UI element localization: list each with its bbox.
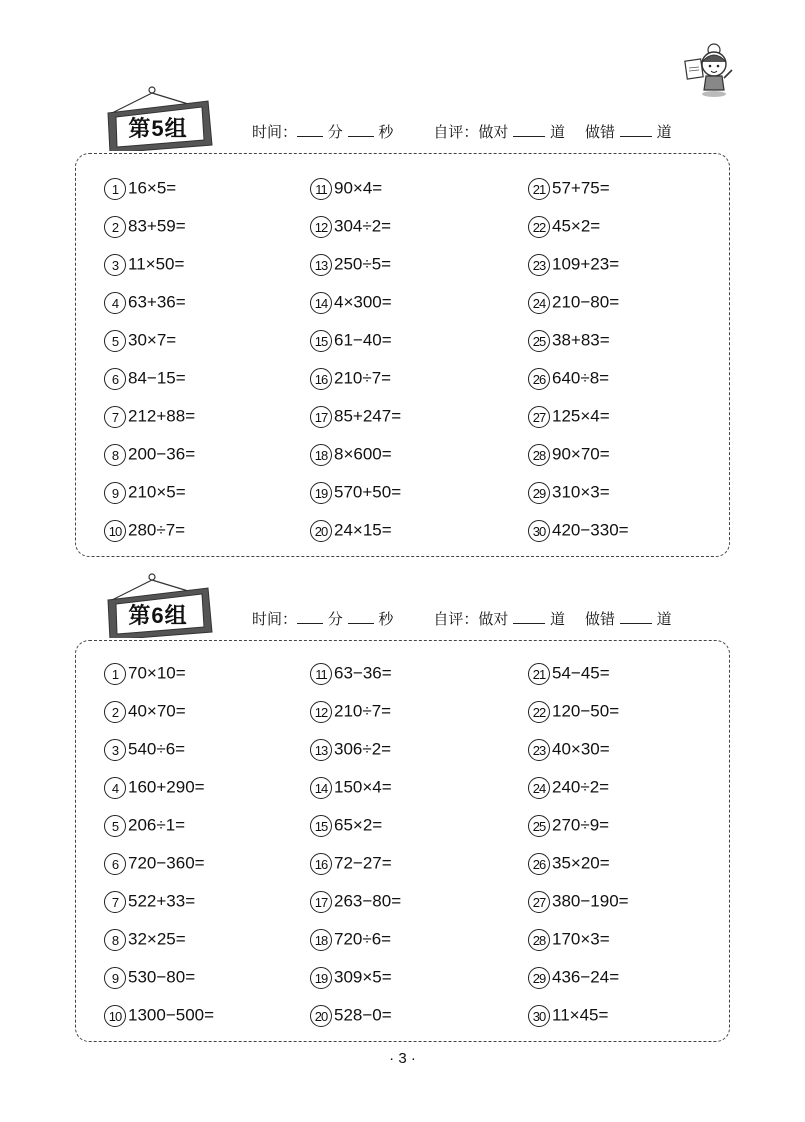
expression: 83+59= bbox=[128, 216, 186, 236]
circled-number: 13 bbox=[310, 254, 332, 276]
group-title-sign bbox=[100, 85, 218, 145]
expression: 63+36= bbox=[128, 292, 186, 312]
expression: 54−45= bbox=[552, 663, 610, 683]
expression: 309×5= bbox=[334, 967, 392, 987]
second-blank[interactable] bbox=[348, 609, 374, 624]
group-title-sign bbox=[100, 572, 218, 632]
exercise-item bbox=[104, 1001, 214, 1029]
exercise-item bbox=[528, 697, 619, 725]
expression: 90×4= bbox=[334, 178, 383, 198]
exercise-item bbox=[310, 773, 392, 801]
expression: 380−190= bbox=[552, 891, 629, 911]
exercise-item bbox=[528, 440, 610, 468]
expression: 38+83= bbox=[552, 330, 610, 350]
expression: 1300−500= bbox=[128, 1005, 215, 1025]
group-title: 第5组 bbox=[128, 116, 188, 141]
time-label: 时间： bbox=[252, 610, 298, 628]
exercise-item bbox=[104, 326, 176, 354]
expression: 72−27= bbox=[334, 853, 392, 873]
circled-number: 9 bbox=[104, 967, 126, 989]
circled-number: 13 bbox=[310, 739, 332, 761]
circled-number: 14 bbox=[310, 292, 332, 314]
exercise-item bbox=[104, 963, 195, 991]
circled-number: 23 bbox=[528, 254, 550, 276]
expression: 70×10= bbox=[128, 663, 186, 683]
circled-number: 2 bbox=[104, 216, 126, 238]
exercise-item bbox=[528, 288, 619, 316]
expression: 150×4= bbox=[334, 777, 392, 797]
circled-number: 11 bbox=[310, 663, 332, 685]
exercise-item bbox=[528, 963, 619, 991]
expression: 280÷7= bbox=[128, 520, 186, 540]
exercise-item bbox=[310, 1001, 392, 1029]
exercise-item bbox=[104, 250, 184, 278]
exercise-item bbox=[310, 402, 401, 430]
exercise-item bbox=[104, 887, 195, 915]
expression: 436−24= bbox=[552, 967, 620, 987]
expression: 210÷7= bbox=[334, 701, 392, 721]
exercise-item bbox=[528, 174, 610, 202]
unit-label: 道 bbox=[549, 123, 565, 141]
expression: 570+50= bbox=[334, 482, 402, 502]
exercise-item bbox=[528, 326, 610, 354]
exercise-item bbox=[528, 516, 629, 544]
exercise-item bbox=[528, 811, 609, 839]
time-label: 时间： bbox=[252, 123, 298, 141]
exercise-item bbox=[310, 212, 391, 240]
expression: 640÷8= bbox=[552, 368, 610, 388]
circled-number: 14 bbox=[310, 777, 332, 799]
expression: 720÷6= bbox=[334, 929, 392, 949]
expression: 240÷2= bbox=[552, 777, 610, 797]
exercise-item bbox=[310, 516, 392, 544]
expression: 522+33= bbox=[128, 891, 196, 911]
expression: 45×2= bbox=[552, 216, 601, 236]
exercise-item bbox=[104, 735, 185, 763]
page-number: · 3 · bbox=[389, 1050, 416, 1067]
circled-number: 27 bbox=[528, 891, 550, 913]
exercise-item bbox=[528, 659, 610, 687]
exercise-item bbox=[310, 326, 392, 354]
exercise-item bbox=[310, 659, 392, 687]
circled-number: 24 bbox=[528, 777, 550, 799]
circled-number: 30 bbox=[528, 1005, 550, 1027]
circled-number: 2 bbox=[104, 701, 126, 723]
expression: 200−36= bbox=[128, 444, 196, 464]
exercise-box bbox=[75, 640, 730, 1042]
expression: 528−0= bbox=[334, 1005, 392, 1025]
circled-number: 21 bbox=[528, 178, 550, 200]
exercise-item bbox=[528, 849, 610, 877]
second-label: 秒 bbox=[378, 610, 394, 628]
second-label: 秒 bbox=[378, 123, 394, 141]
expression: 306÷2= bbox=[334, 739, 392, 759]
circled-number: 30 bbox=[528, 520, 550, 542]
circled-number: 4 bbox=[104, 292, 126, 314]
circled-number: 18 bbox=[310, 444, 332, 466]
self-eval-label: 自评：做对 bbox=[433, 610, 509, 628]
expression: 61−40= bbox=[334, 330, 392, 350]
circled-number: 15 bbox=[310, 815, 332, 837]
expression: 120−50= bbox=[552, 701, 620, 721]
exercise-item bbox=[104, 925, 186, 953]
minute-label: 分 bbox=[327, 610, 343, 628]
exercise-item bbox=[528, 1001, 608, 1029]
circled-number: 5 bbox=[104, 815, 126, 837]
self-eval-label: 自评：做对 bbox=[433, 123, 509, 141]
expression: 720−360= bbox=[128, 853, 205, 873]
circled-number: 1 bbox=[104, 178, 126, 200]
expression: 530−80= bbox=[128, 967, 196, 987]
exercise-item bbox=[310, 697, 391, 725]
correct-blank[interactable] bbox=[513, 122, 545, 137]
exercise-item bbox=[310, 925, 391, 953]
exercise-item bbox=[104, 773, 205, 801]
expression: 84−15= bbox=[128, 368, 186, 388]
unit-label: 道 bbox=[656, 123, 672, 141]
circled-number: 7 bbox=[104, 891, 126, 913]
exercise-item bbox=[528, 773, 609, 801]
circled-number: 3 bbox=[104, 254, 126, 276]
group-title: 第6组 bbox=[128, 603, 188, 628]
unit-label: 道 bbox=[656, 610, 672, 628]
circled-number: 26 bbox=[528, 853, 550, 875]
circled-number: 29 bbox=[528, 967, 550, 989]
expression: 32×25= bbox=[128, 929, 186, 949]
expression: 16×5= bbox=[128, 178, 177, 198]
score-header bbox=[252, 608, 672, 629]
expression: 270÷9= bbox=[552, 815, 610, 835]
circled-number: 11 bbox=[310, 178, 332, 200]
exercise-item bbox=[310, 288, 392, 316]
expression: 304÷2= bbox=[334, 216, 392, 236]
circled-number: 17 bbox=[310, 891, 332, 913]
expression: 40×30= bbox=[552, 739, 610, 759]
expression: 35×20= bbox=[552, 853, 610, 873]
exercise-item bbox=[528, 402, 610, 430]
circled-number: 22 bbox=[528, 216, 550, 238]
circled-number: 26 bbox=[528, 368, 550, 390]
exercise-item bbox=[528, 364, 609, 392]
exercise-item bbox=[310, 735, 391, 763]
circled-number: 24 bbox=[528, 292, 550, 314]
circled-number: 15 bbox=[310, 330, 332, 352]
expression: 210÷7= bbox=[334, 368, 392, 388]
circled-number: 10 bbox=[104, 520, 126, 542]
circled-number: 1 bbox=[104, 663, 126, 685]
unit-label: 道 bbox=[549, 610, 565, 628]
circled-number: 28 bbox=[528, 444, 550, 466]
expression: 24×15= bbox=[334, 520, 392, 540]
expression: 210×5= bbox=[128, 482, 186, 502]
exercise-item bbox=[310, 887, 401, 915]
exercise-item bbox=[104, 478, 186, 506]
exercise-box bbox=[75, 153, 730, 557]
circled-number: 22 bbox=[528, 701, 550, 723]
expression: 310×3= bbox=[552, 482, 610, 502]
circled-number: 27 bbox=[528, 406, 550, 428]
circled-number: 20 bbox=[310, 520, 332, 542]
minute-blank[interactable] bbox=[297, 122, 323, 137]
exercise-item bbox=[528, 250, 619, 278]
circled-number: 23 bbox=[528, 739, 550, 761]
expression: 90×70= bbox=[552, 444, 610, 464]
circled-number: 20 bbox=[310, 1005, 332, 1027]
minute-label: 分 bbox=[327, 123, 343, 141]
circled-number: 12 bbox=[310, 701, 332, 723]
wrong-label: 做错 bbox=[584, 123, 615, 141]
exercise-item bbox=[104, 402, 195, 430]
expression: 206÷1= bbox=[128, 815, 186, 835]
exercise-item bbox=[104, 174, 176, 202]
girl-holding-paper-icon bbox=[680, 40, 740, 100]
circled-number: 9 bbox=[104, 482, 126, 504]
wrong-blank[interactable] bbox=[620, 609, 652, 624]
minute-blank[interactable] bbox=[297, 609, 323, 624]
correct-blank[interactable] bbox=[513, 609, 545, 624]
circled-number: 16 bbox=[310, 368, 332, 390]
circled-number: 18 bbox=[310, 929, 332, 951]
exercise-item bbox=[104, 697, 186, 725]
expression: 40×70= bbox=[128, 701, 186, 721]
circled-number: 4 bbox=[104, 777, 126, 799]
exercise-item bbox=[104, 212, 186, 240]
expression: 30×7= bbox=[128, 330, 177, 350]
circled-number: 7 bbox=[104, 406, 126, 428]
exercise-item bbox=[104, 364, 186, 392]
circled-number: 25 bbox=[528, 815, 550, 837]
exercise-item bbox=[310, 478, 401, 506]
wrong-label: 做错 bbox=[584, 610, 615, 628]
exercise-item bbox=[310, 364, 391, 392]
expression: 263−80= bbox=[334, 891, 402, 911]
expression: 420−330= bbox=[552, 520, 629, 540]
expression: 65×2= bbox=[334, 815, 383, 835]
expression: 170×3= bbox=[552, 929, 610, 949]
exercise-item bbox=[310, 849, 392, 877]
exercise-item bbox=[104, 288, 186, 316]
circled-number: 19 bbox=[310, 482, 332, 504]
circled-number: 5 bbox=[104, 330, 126, 352]
circled-number: 8 bbox=[104, 929, 126, 951]
exercise-item bbox=[310, 440, 392, 468]
expression: 212+88= bbox=[128, 406, 196, 426]
exercise-item bbox=[528, 735, 610, 763]
expression: 4×300= bbox=[334, 292, 392, 312]
exercise-item bbox=[528, 925, 610, 953]
circled-number: 6 bbox=[104, 368, 126, 390]
circled-number: 12 bbox=[310, 216, 332, 238]
circled-number: 17 bbox=[310, 406, 332, 428]
circled-number: 29 bbox=[528, 482, 550, 504]
circled-number: 16 bbox=[310, 853, 332, 875]
expression: 8×600= bbox=[334, 444, 392, 464]
expression: 63−36= bbox=[334, 663, 392, 683]
exercise-item bbox=[528, 887, 629, 915]
exercise-item bbox=[104, 516, 185, 544]
exercise-item bbox=[104, 849, 205, 877]
expression: 250÷5= bbox=[334, 254, 392, 274]
circled-number: 10 bbox=[104, 1005, 126, 1027]
circled-number: 8 bbox=[104, 444, 126, 466]
expression: 160+290= bbox=[128, 777, 205, 797]
exercise-item bbox=[528, 478, 610, 506]
expression: 11×50= bbox=[128, 254, 185, 274]
exercise-item bbox=[310, 963, 392, 991]
expression: 85+247= bbox=[334, 406, 402, 426]
circled-number: 28 bbox=[528, 929, 550, 951]
exercise-item bbox=[104, 811, 185, 839]
exercise-item bbox=[104, 440, 195, 468]
expression: 540÷6= bbox=[128, 739, 186, 759]
exercise-item bbox=[528, 212, 600, 240]
score-header bbox=[252, 121, 672, 142]
expression: 11×45= bbox=[552, 1005, 609, 1025]
circled-number: 25 bbox=[528, 330, 550, 352]
circled-number: 19 bbox=[310, 967, 332, 989]
expression: 125×4= bbox=[552, 406, 610, 426]
expression: 210−80= bbox=[552, 292, 620, 312]
exercise-item bbox=[310, 811, 382, 839]
expression: 109+23= bbox=[552, 254, 620, 274]
exercise-item bbox=[104, 659, 186, 687]
wrong-blank[interactable] bbox=[620, 122, 652, 137]
exercise-item bbox=[310, 250, 391, 278]
circled-number: 21 bbox=[528, 663, 550, 685]
circled-number: 3 bbox=[104, 739, 126, 761]
second-blank[interactable] bbox=[348, 122, 374, 137]
circled-number: 6 bbox=[104, 853, 126, 875]
exercise-item bbox=[310, 174, 382, 202]
expression: 57+75= bbox=[552, 178, 610, 198]
